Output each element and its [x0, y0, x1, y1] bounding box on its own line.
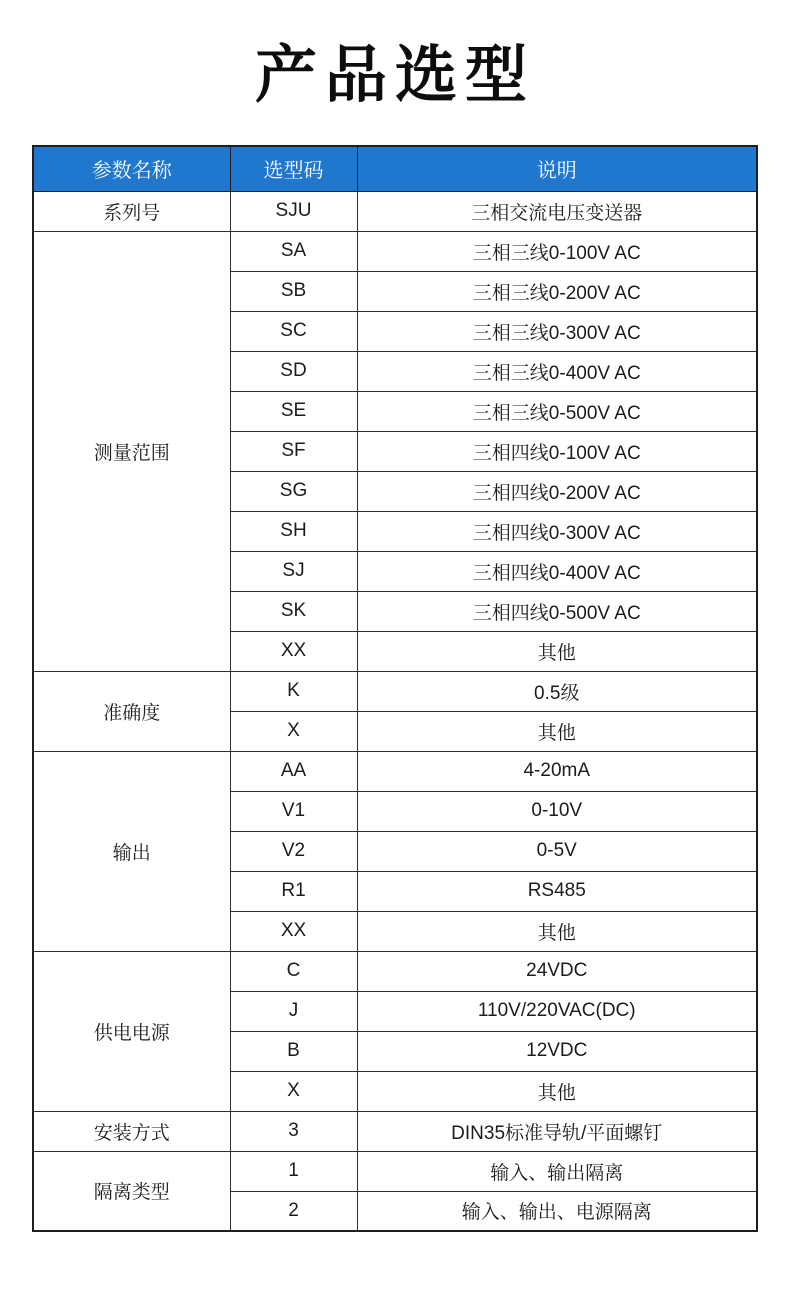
table-body	[33, 191, 757, 1231]
parameter-name-cell: 测量范围	[33, 231, 230, 671]
selection-code-cell: 3	[230, 1111, 357, 1151]
description-cell: 其他	[357, 631, 757, 671]
description-cell: RS485	[357, 871, 757, 911]
product-selection-table	[32, 145, 758, 1232]
table-row	[33, 231, 757, 271]
selection-code-cell: SH	[230, 511, 357, 551]
description-cell: 其他	[357, 1071, 757, 1111]
selection-code-cell: V2	[230, 831, 357, 871]
selection-code-cell: SA	[230, 231, 357, 271]
selection-code-cell: SG	[230, 471, 357, 511]
selection-code-cell: X	[230, 711, 357, 751]
selection-code-cell: J	[230, 991, 357, 1031]
description-cell: 三相交流电压变送器	[357, 191, 757, 231]
description-cell: 三相四线0-500V AC	[357, 591, 757, 631]
description-cell: 4-20mA	[357, 751, 757, 791]
description-cell: 0.5级	[357, 671, 757, 711]
selection-code-cell: X	[230, 1071, 357, 1111]
description-cell: 0-10V	[357, 791, 757, 831]
description-cell: 三相三线0-500V AC	[357, 391, 757, 431]
description-cell: 0-5V	[357, 831, 757, 871]
selection-code-cell: SC	[230, 311, 357, 351]
selection-code-cell: B	[230, 1031, 357, 1071]
parameter-name-cell: 输出	[33, 751, 230, 951]
description-cell: 三相三线0-100V AC	[357, 231, 757, 271]
selection-code-cell: V1	[230, 791, 357, 831]
selection-code-cell: 1	[230, 1151, 357, 1191]
selection-code-cell: SE	[230, 391, 357, 431]
selection-code-cell: XX	[230, 911, 357, 951]
table-row	[33, 751, 757, 791]
description-cell: 24VDC	[357, 951, 757, 991]
description-cell: DIN35标准导轨/平面螺钉	[357, 1111, 757, 1151]
table-row	[33, 1111, 757, 1151]
table-row	[33, 191, 757, 231]
description-cell: 其他	[357, 711, 757, 751]
description-cell: 三相三线0-200V AC	[357, 271, 757, 311]
selection-code-cell: C	[230, 951, 357, 991]
header-description: 说明	[357, 146, 757, 191]
parameter-name-cell: 安装方式	[33, 1111, 230, 1151]
selection-code-cell: XX	[230, 631, 357, 671]
description-cell: 12VDC	[357, 1031, 757, 1071]
description-cell: 三相三线0-300V AC	[357, 311, 757, 351]
header-selection-code: 选型码	[230, 146, 357, 191]
selection-code-cell: SK	[230, 591, 357, 631]
description-cell: 110V/220VAC(DC)	[357, 991, 757, 1031]
description-cell: 三相四线0-400V AC	[357, 551, 757, 591]
description-cell: 输入、输出隔离	[357, 1151, 757, 1191]
table-row	[33, 671, 757, 711]
selection-code-cell: AA	[230, 751, 357, 791]
selection-code-cell: SF	[230, 431, 357, 471]
table-header-row	[33, 146, 757, 191]
header-parameter-name: 参数名称	[33, 146, 230, 191]
description-cell: 三相四线0-200V AC	[357, 471, 757, 511]
table-row	[33, 1151, 757, 1191]
selection-code-cell: SD	[230, 351, 357, 391]
table-row	[33, 951, 757, 991]
selection-code-cell: 2	[230, 1191, 357, 1231]
page-title: 产品选型	[254, 41, 535, 110]
description-cell: 输入、输出、电源隔离	[357, 1191, 757, 1231]
selection-code-cell: K	[230, 671, 357, 711]
selection-code-cell: SJU	[230, 191, 357, 231]
description-cell: 三相四线0-100V AC	[357, 431, 757, 471]
table-header	[33, 146, 757, 191]
parameter-name-cell: 准确度	[33, 671, 230, 751]
parameter-name-cell: 系列号	[33, 191, 230, 231]
parameter-name-cell: 供电电源	[33, 951, 230, 1111]
selection-code-cell: R1	[230, 871, 357, 911]
description-cell: 三相三线0-400V AC	[357, 351, 757, 391]
parameter-name-cell: 隔离类型	[33, 1151, 230, 1231]
description-cell: 三相四线0-300V AC	[357, 511, 757, 551]
selection-code-cell: SB	[230, 271, 357, 311]
selection-code-cell: SJ	[230, 551, 357, 591]
description-cell: 其他	[357, 911, 757, 951]
